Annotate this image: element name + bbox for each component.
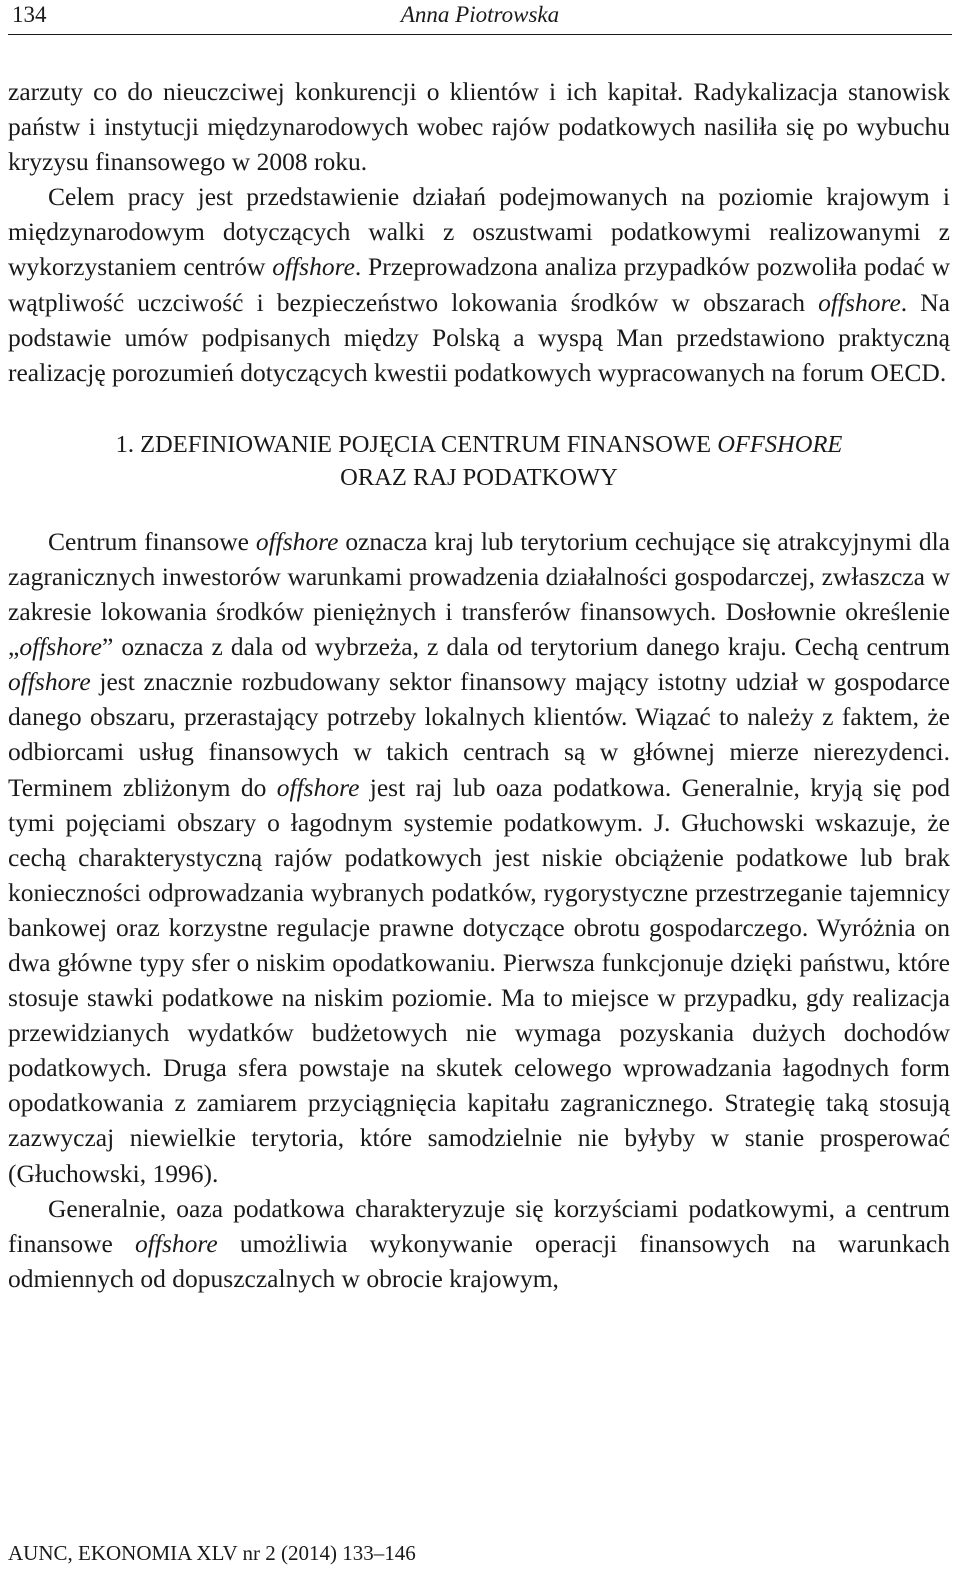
body-text bbox=[8, 74, 950, 1296]
paragraph-text: zarzuty co do nieuczciwej konkurencji o klientów i ich kapitał. Radykalizacja stanowisk państw i instytucji międzynarodowych wobec rajów podatkowych nasiliła się po wybuchu kryzysu finansowego w 2008 roku. bbox=[8, 77, 950, 177]
paragraph-continued bbox=[8, 74, 950, 179]
paragraph-text: ” oznacza z dala od wybrzeża, z dala od terytorium danego kraju. Cechą centrum bbox=[101, 632, 950, 662]
italic-term: offshore bbox=[8, 667, 91, 697]
paragraph-text: Generalnie, oaza podatkowa charakteryzuje się korzyściami podatkowymi, a centrum finansowe bbox=[8, 1193, 950, 1258]
section-heading-line-2: ORAZ RAJ PODATKOWY bbox=[340, 463, 618, 491]
italic-term: offshore bbox=[135, 1228, 218, 1258]
heading-italic-term: OFFSHORE bbox=[717, 430, 843, 458]
paragraph-text: jest raj lub oaza podatkowa. Generalnie, kryją się pod tymi pojęciami obszary o łagodnym systemie podatkowym. J. Głuchowski wskazuje, że cechą charakterystyczną rajów podatkowych jest niskie obciążenie podatkowe lub brak konieczności odprowadzania wybranych podatków, rygorystyczne przestrzeganie tajemnicy bankowej oraz korzystne regulacje prawne dotyczące obrotu gospodarczego. Wyróżnia on dwa główne typy sfer o niskim opodatkowaniu. Pierwsza funkcjonuje dzięki państwu, które stosuje stawki podatkowe na niskim poziomie. Ma to miejsce w przypadku, gdy realizacja przewidzianych wydatków budżetowych nie wymaga pozyskania dużych dochodów podatkowych. Druga sfera powstaje na skutek celowego wprowadzania łagodnych form opodatkowania z zamiarem przyciągnięcia kapitału zagranicznego. Strategię taką stosują zazwyczaj niewielkie terytoria, które samodzielnie nie byłyby w stanie prosperować (Głuchowski, 1996). bbox=[8, 772, 950, 1188]
paragraph-aim bbox=[8, 179, 950, 390]
section-heading-line-1 bbox=[8, 428, 950, 461]
italic-term: offshore bbox=[255, 526, 339, 556]
italic-term: offshore bbox=[19, 632, 102, 662]
paragraph-text: oznacza kraj lub terytorium cechujące się atrakcyjnymi dla zagranicznych inwestorów warunkami prowadzenia działalności gospodarczej, zwłaszcza w zakresie lokowania środków pieniężnych i transferów finansowych. Dosłownie określenie „ bbox=[8, 526, 950, 662]
paragraph-text: jest znacznie rozbudowany sektor finansowy mający istotny udział w gospodarce danego obszaru, przerastający potrzeby lokalnych klientów. Wiązać to należy z faktem, że odbiorcami usług finansowych w takich centrach są w głównej mierze nierezydenci. Terminem zbliżonym do bbox=[8, 667, 950, 802]
italic-term: offshore bbox=[818, 287, 901, 317]
heading-text: 1. ZDEFINIOWANIE POJĘCIA CENTRUM FINANSOWE bbox=[115, 430, 718, 458]
paragraph-summary bbox=[8, 1191, 950, 1296]
paragraph-text: umożliwia wykonywanie operacji finansowych na warunkach odmiennych od dopuszczalnych w obrocie krajowym, bbox=[8, 1228, 950, 1293]
paragraph-text: . Przeprowadzona analiza przypadków pozwoliła podać w wątpliwość uczciwość i bezpieczeństwo lokowania środków w obszarach bbox=[8, 252, 951, 317]
page-number: 134 bbox=[12, 2, 47, 27]
section-heading bbox=[8, 428, 950, 494]
paragraph-text: Celem pracy jest przedstawienie działań podejmowanych na poziomie krajowym i międzynarodowym dotyczących walki z oszustwami podatkowymi realizowanymi z wykorzystaniem centrów bbox=[8, 182, 950, 282]
journal-citation-footer: AUNC, EKONOMIA XLV nr 2 (2014) 133–146 bbox=[8, 1541, 416, 1565]
italic-term: offshore bbox=[276, 772, 360, 802]
running-head-author: Anna Piotrowska bbox=[400, 2, 560, 27]
italic-term: offshore bbox=[272, 252, 355, 282]
page-header bbox=[8, 0, 952, 35]
paragraph-text: Centrum finansowe bbox=[48, 526, 256, 556]
paragraph-definition bbox=[8, 524, 950, 1191]
paragraph-text: . Na podstawie umów podpisanych między Polską a wyspą Man przedstawiono praktyczną realizację porozumień dotyczących kwestii podatkowych wypracowanych na forum OECD. bbox=[8, 287, 951, 387]
